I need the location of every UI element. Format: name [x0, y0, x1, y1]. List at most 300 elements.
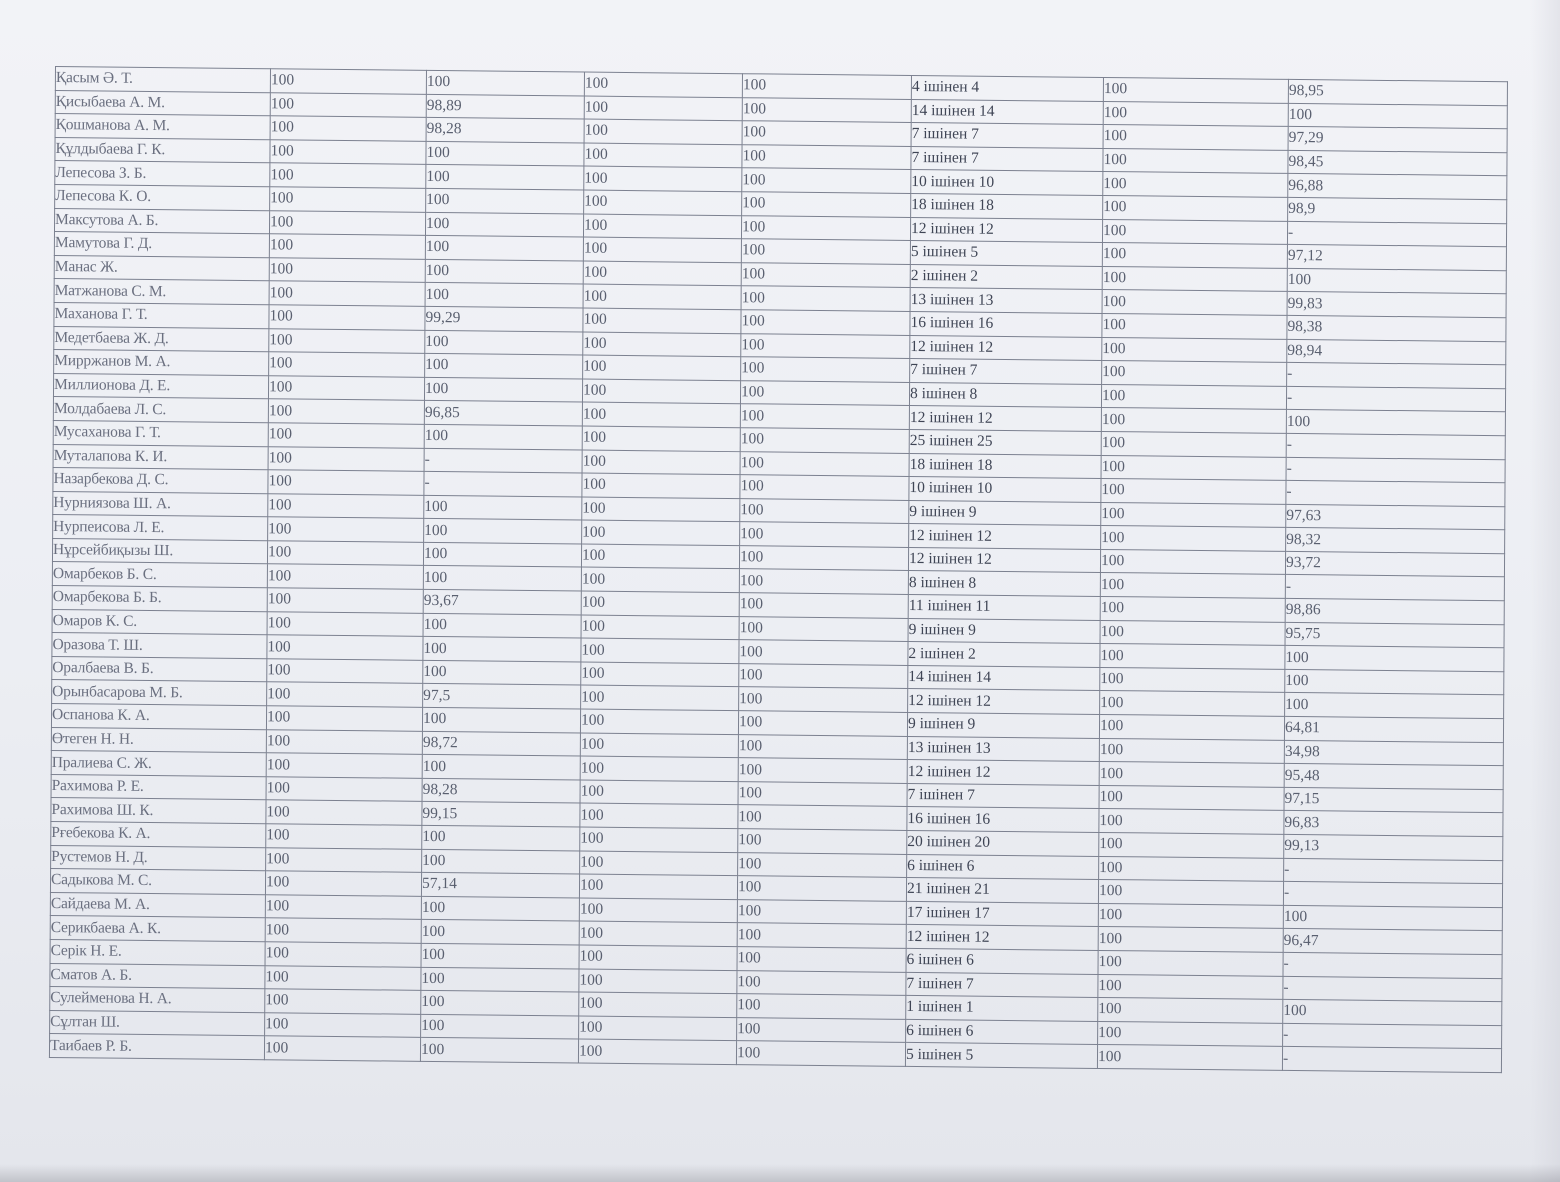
- student-name-cell: Өтеген Н. Н.: [51, 727, 266, 753]
- student-name-cell: Манас Ж.: [54, 255, 269, 281]
- final-score-cell: 97,12: [1287, 245, 1506, 271]
- score-cell-2: 100: [425, 283, 583, 308]
- score-cell-4: 100: [740, 475, 909, 500]
- tasks-done-cell: 13 ішінен 13: [907, 736, 1099, 762]
- score-cell-2: 100: [422, 707, 580, 732]
- score-cell-4: 100: [741, 357, 910, 382]
- tasks-done-cell: 18 ішінен 18: [909, 453, 1101, 479]
- score-cell-2: 100: [420, 1038, 578, 1063]
- score-cell-4: 100: [741, 333, 910, 358]
- student-name-cell: Медетбаева Ж. Д.: [54, 326, 269, 352]
- final-score-cell: 100: [1283, 1000, 1502, 1026]
- student-name-cell: Рахимова Р. Е.: [51, 774, 266, 800]
- score-cell-2: 100: [426, 70, 584, 95]
- tasks-done-cell: 6 ішінен 6: [906, 948, 1098, 974]
- student-name-cell: Сайдаева М. А.: [50, 892, 265, 918]
- score-cell-2: 100: [425, 236, 583, 261]
- score-cell-3: 100: [581, 567, 739, 592]
- score-cell-4: 100: [740, 428, 909, 453]
- tasks-done-cell: 21 ішінен 21: [906, 878, 1098, 904]
- score-cell-4: 100: [736, 1041, 905, 1066]
- score-cell-4: 100: [739, 687, 908, 712]
- tasks-done-cell: 6 ішінен 6: [907, 854, 1099, 880]
- score-cell-4: 100: [738, 781, 907, 806]
- score-cell-3: 100: [579, 1016, 737, 1041]
- score-cell-1: 100: [267, 659, 423, 684]
- score-cell-2: 100: [423, 613, 581, 638]
- final-score-cell: 64,81: [1284, 716, 1503, 742]
- score-cell-2: 99,15: [422, 802, 580, 827]
- score-cell-5: 100: [1101, 526, 1286, 552]
- score-cell-4: 100: [741, 286, 910, 311]
- tasks-done-cell: 5 ішінен 5: [910, 241, 1102, 267]
- score-cell-4: 100: [742, 168, 911, 193]
- final-score-cell: 97,15: [1284, 787, 1503, 813]
- student-name-cell: Мирржанов М. А.: [54, 350, 269, 376]
- tasks-done-cell: 16 ішінен 16: [907, 807, 1099, 833]
- tasks-done-cell: 7 ішінен 7: [906, 972, 1098, 998]
- student-name-cell: Мусаханова Г. Т.: [53, 420, 268, 446]
- student-name-cell: Омарбеков Б. С.: [52, 562, 267, 588]
- final-score-cell: -: [1286, 433, 1505, 459]
- student-name-cell: Пралиева С. Ж.: [51, 751, 266, 777]
- final-score-cell: -: [1284, 858, 1503, 884]
- score-cell-4: 100: [737, 994, 906, 1019]
- score-cell-3: 100: [582, 497, 740, 522]
- score-cell-2: 100: [425, 330, 583, 355]
- score-cell-5: 100: [1102, 361, 1287, 387]
- score-cell-3: 100: [581, 544, 739, 569]
- score-cell-2: 57,14: [421, 873, 579, 898]
- score-cell-4: 100: [738, 805, 907, 830]
- score-cell-5: 100: [1098, 880, 1283, 906]
- tasks-done-cell: 13 ішінен 13: [910, 288, 1102, 314]
- score-cell-2: 100: [426, 188, 584, 213]
- score-cell-2: 98,28: [426, 118, 584, 143]
- score-cell-4: 100: [738, 829, 907, 854]
- score-cell-4: 100: [742, 121, 911, 146]
- tasks-done-cell: 10 ішінен 10: [911, 170, 1103, 196]
- final-score-cell: 98,86: [1285, 598, 1504, 624]
- score-cell-1: 100: [269, 328, 425, 353]
- score-cell-4: 100: [739, 640, 908, 665]
- final-score-cell: 100: [1287, 268, 1506, 294]
- tasks-done-cell: 7 ішінен 7: [910, 359, 1102, 385]
- score-cell-5: 100: [1098, 974, 1283, 1000]
- score-cell-2: 100: [424, 377, 582, 402]
- score-cell-4: 100: [742, 97, 911, 122]
- score-cell-5: 100: [1099, 809, 1284, 835]
- score-cell-1: 100: [268, 517, 424, 542]
- score-cell-5: 100: [1102, 290, 1287, 316]
- score-cell-1: 100: [266, 777, 422, 802]
- score-cell-5: 100: [1097, 1045, 1282, 1071]
- score-cell-1: 100: [269, 234, 425, 259]
- score-cell-5: 100: [1102, 219, 1287, 245]
- score-cell-4: 100: [741, 262, 910, 287]
- score-cell-3: 100: [581, 638, 739, 663]
- score-cell-2: 97,5: [423, 684, 581, 709]
- student-name-cell: Омаров К. С.: [52, 609, 267, 635]
- score-cell-2: 93,67: [423, 589, 581, 614]
- score-cell-3: 100: [583, 237, 741, 262]
- score-cell-1: 100: [270, 187, 426, 212]
- score-cell-4: 100: [742, 192, 911, 217]
- score-cell-4: 100: [737, 1017, 906, 1042]
- score-cell-4: 100: [742, 144, 911, 169]
- score-cell-3: 100: [582, 520, 740, 545]
- score-cell-5: 100: [1100, 620, 1285, 646]
- score-cell-5: 100: [1101, 502, 1286, 528]
- score-cell-5: 100: [1103, 148, 1288, 174]
- student-name-cell: Миллионова Д. Е.: [53, 373, 268, 399]
- student-name-cell: Қасым Ә. Т.: [55, 67, 270, 93]
- score-cell-5: 100: [1101, 384, 1286, 410]
- score-cell-1: 100: [266, 847, 422, 872]
- score-cell-5: 100: [1098, 1021, 1283, 1047]
- score-cell-2: 100: [423, 566, 581, 591]
- tasks-done-cell: 9 ішінен 9: [909, 500, 1101, 526]
- score-cell-3: 100: [582, 450, 740, 475]
- final-score-cell: 98,9: [1288, 197, 1507, 223]
- score-cell-1: 100: [270, 92, 426, 117]
- score-cell-4: 100: [738, 758, 907, 783]
- score-cell-3: 100: [582, 379, 740, 404]
- score-cell-5: 100: [1103, 172, 1288, 198]
- score-cell-3: 100: [582, 473, 740, 498]
- score-cell-2: 100: [422, 825, 580, 850]
- final-score-cell: 93,72: [1285, 551, 1504, 577]
- score-cell-1: 100: [266, 729, 422, 754]
- score-cell-4: 100: [742, 74, 911, 99]
- score-cell-2: 100: [425, 354, 583, 379]
- student-name-cell: Серік Н. Е.: [50, 939, 265, 965]
- tasks-done-cell: 12 ішінен 12: [907, 760, 1099, 786]
- score-cell-1: 100: [270, 69, 426, 94]
- score-cell-4: 100: [740, 404, 909, 429]
- final-score-cell: 99,83: [1287, 292, 1506, 318]
- score-cell-4: 100: [739, 664, 908, 689]
- tasks-done-cell: 9 ішінен 9: [908, 618, 1100, 644]
- score-cell-1: 100: [269, 257, 425, 282]
- score-cell-1: 100: [265, 942, 421, 967]
- score-cell-2: 100: [423, 542, 581, 567]
- final-score-cell: -: [1286, 480, 1505, 506]
- tasks-done-cell: 14 ішінен 14: [908, 665, 1100, 691]
- student-name-cell: Сұлтан Ш.: [50, 1010, 265, 1036]
- final-score-cell: -: [1286, 457, 1505, 483]
- score-cell-1: 100: [268, 399, 424, 424]
- student-name-cell: Лепесова З. Б.: [55, 161, 270, 187]
- score-cell-1: 100: [267, 682, 423, 707]
- score-cell-2: 100: [421, 1014, 579, 1039]
- score-cell-4: 100: [741, 215, 910, 240]
- score-cell-3: 100: [584, 190, 742, 215]
- score-cell-3: 100: [583, 308, 741, 333]
- score-cell-5: 100: [1099, 832, 1284, 858]
- grades-table: [49, 66, 1508, 1073]
- final-score-cell: 97,29: [1288, 127, 1507, 153]
- score-cell-1: 100: [269, 305, 425, 330]
- score-cell-4: 100: [739, 593, 908, 618]
- score-cell-3: 100: [583, 214, 741, 239]
- tasks-done-cell: 8 ішінен 8: [908, 571, 1100, 597]
- final-score-cell: -: [1287, 221, 1506, 247]
- student-name-cell: Мамутова Г. Д.: [54, 232, 269, 258]
- score-cell-3: 100: [580, 827, 738, 852]
- final-score-cell: 100: [1285, 693, 1504, 719]
- grades-table-wrapper: [49, 66, 1507, 1073]
- score-cell-2: 100: [426, 141, 584, 166]
- score-cell-5: 100: [1101, 455, 1286, 481]
- score-cell-1: 100: [269, 281, 425, 306]
- student-name-cell: Оразова Т. Ш.: [52, 633, 267, 659]
- score-cell-1: 100: [266, 706, 422, 731]
- score-cell-5: 100: [1101, 408, 1286, 434]
- score-cell-1: 100: [268, 493, 424, 518]
- student-name-cell: Нурпеисова Л. Е.: [53, 515, 268, 541]
- student-name-cell: Қисыбаева А. М.: [55, 90, 270, 116]
- student-name-cell: Лепесова К. О.: [55, 184, 270, 210]
- score-cell-2: 100: [421, 967, 579, 992]
- student-name-cell: Маханова Г. Т.: [54, 302, 269, 328]
- score-cell-1: 100: [269, 210, 425, 235]
- score-cell-3: 100: [584, 166, 742, 191]
- tasks-done-cell: 7 ішінен 7: [907, 783, 1099, 809]
- score-cell-2: 100: [421, 991, 579, 1016]
- student-name-cell: Сулейменова Н. А.: [50, 987, 265, 1013]
- score-cell-2: 100: [421, 920, 579, 945]
- score-cell-4: 100: [737, 876, 906, 901]
- score-cell-2: 100: [421, 896, 579, 921]
- score-cell-2: 100: [426, 165, 584, 190]
- tasks-done-cell: 1 ішінен 1: [906, 996, 1098, 1022]
- score-cell-3: 100: [581, 591, 739, 616]
- score-cell-3: 100: [579, 921, 737, 946]
- score-cell-5: 100: [1099, 785, 1284, 811]
- score-cell-4: 100: [739, 546, 908, 571]
- student-name-cell: Қошманова А. М.: [55, 114, 270, 140]
- score-cell-4: 100: [740, 380, 909, 405]
- paper-edge-shade: [1530, 0, 1560, 1182]
- score-cell-3: 100: [583, 355, 741, 380]
- score-cell-1: 100: [265, 895, 421, 920]
- score-cell-3: 100: [583, 261, 741, 286]
- tasks-done-cell: 12 ішінен 12: [910, 217, 1102, 243]
- score-cell-3: 100: [580, 803, 738, 828]
- score-cell-1: 100: [270, 116, 426, 141]
- final-score-cell: 98,94: [1287, 339, 1506, 365]
- score-cell-2: 100: [424, 519, 582, 544]
- final-score-cell: 99,13: [1284, 834, 1503, 860]
- tasks-done-cell: 16 ішінен 16: [910, 311, 1102, 337]
- student-name-cell: Серикбаева А. К.: [50, 916, 265, 942]
- tasks-done-cell: 17 ішінен 17: [906, 901, 1098, 927]
- final-score-cell: 96,47: [1283, 929, 1502, 955]
- final-score-cell: -: [1283, 952, 1502, 978]
- final-score-cell: 98,45: [1288, 150, 1507, 176]
- score-cell-4: 100: [740, 522, 909, 547]
- score-cell-2: 100: [424, 424, 582, 449]
- score-cell-1: 100: [266, 824, 422, 849]
- student-name-cell: Нурниязова Ш. А.: [53, 491, 268, 517]
- score-cell-1: 100: [265, 871, 421, 896]
- student-name-cell: Таибаев Р. Б.: [49, 1034, 264, 1060]
- score-cell-4: 100: [739, 616, 908, 641]
- score-cell-5: 100: [1100, 667, 1285, 693]
- score-cell-3: 100: [579, 992, 737, 1017]
- score-cell-2: 98,89: [426, 94, 584, 119]
- score-cell-4: 100: [741, 310, 910, 335]
- score-cell-5: 100: [1102, 266, 1287, 292]
- tasks-done-cell: 18 ішінен 18: [911, 193, 1103, 219]
- final-score-cell: 100: [1286, 410, 1505, 436]
- tasks-done-cell: 12 ішінен 12: [908, 689, 1100, 715]
- final-score-cell: 100: [1288, 103, 1507, 129]
- score-cell-5: 100: [1102, 313, 1287, 339]
- score-cell-2: 100: [425, 212, 583, 237]
- score-cell-5: 100: [1099, 714, 1284, 740]
- student-name-cell: Рахимова Ш. К.: [51, 798, 266, 824]
- student-name-cell: Молдабаева Л. С.: [53, 397, 268, 423]
- final-score-cell: 100: [1285, 669, 1504, 695]
- score-cell-3: 100: [580, 780, 738, 805]
- score-cell-3: 100: [580, 851, 738, 876]
- score-cell-5: 100: [1098, 903, 1283, 929]
- score-cell-1: 100: [268, 423, 424, 448]
- score-cell-3: 100: [580, 709, 738, 734]
- tasks-done-cell: 6 ішінен 6: [906, 1019, 1098, 1045]
- score-cell-3: 100: [583, 332, 741, 357]
- tasks-done-cell: 20 ішінен 20: [907, 830, 1099, 856]
- score-cell-3: 100: [581, 615, 739, 640]
- score-cell-2: 100: [423, 660, 581, 685]
- score-cell-1: 100: [266, 753, 422, 778]
- tasks-done-cell: 5 ішінен 5: [905, 1043, 1097, 1069]
- score-cell-1: 100: [265, 918, 421, 943]
- score-cell-2: 100: [422, 849, 580, 874]
- score-cell-1: 100: [265, 965, 421, 990]
- score-cell-2: 100: [425, 259, 583, 284]
- score-cell-4: 100: [738, 711, 907, 736]
- score-cell-5: 100: [1103, 77, 1288, 103]
- score-cell-5: 100: [1101, 479, 1286, 505]
- score-cell-2: 100: [421, 943, 579, 968]
- score-cell-3: 100: [584, 143, 742, 168]
- score-cell-4: 100: [738, 852, 907, 877]
- score-cell-1: 100: [267, 588, 423, 613]
- final-score-cell: 98,38: [1287, 315, 1506, 341]
- score-cell-1: 100: [265, 989, 421, 1014]
- score-cell-5: 100: [1099, 762, 1284, 788]
- score-cell-1: 100: [267, 635, 423, 660]
- score-cell-4: 100: [741, 239, 910, 264]
- score-cell-1: 100: [268, 446, 424, 471]
- score-cell-3: 100: [579, 874, 737, 899]
- tasks-done-cell: 7 ішінен 7: [911, 123, 1103, 149]
- score-cell-2: 98,28: [422, 778, 580, 803]
- score-cell-5: 100: [1100, 597, 1285, 623]
- score-cell-3: 100: [580, 756, 738, 781]
- student-name-cell: Муталапова К. И.: [53, 444, 268, 470]
- score-cell-5: 100: [1099, 856, 1284, 882]
- score-cell-5: 100: [1101, 431, 1286, 457]
- score-cell-5: 100: [1100, 573, 1285, 599]
- score-cell-1: 100: [266, 800, 422, 825]
- tasks-done-cell: 12 ішінен 12: [909, 524, 1101, 550]
- student-name-cell: Назарбекова Д. С.: [53, 468, 268, 494]
- student-name-cell: Омарбекова Б. Б.: [52, 586, 267, 612]
- final-score-cell: 95,75: [1285, 622, 1504, 648]
- score-cell-5: 100: [1098, 927, 1283, 953]
- score-cell-3: 100: [582, 402, 740, 427]
- score-cell-2: 100: [424, 495, 582, 520]
- tasks-done-cell: 12 ішінен 12: [909, 406, 1101, 432]
- score-cell-3: 100: [582, 426, 740, 451]
- paper-bottom-shadow: [0, 1164, 1560, 1182]
- tasks-done-cell: 12 ішінен 12: [910, 335, 1102, 361]
- student-name-cell: Құлдыбаева Г. К.: [55, 137, 270, 163]
- score-cell-5: 100: [1103, 125, 1288, 151]
- student-name-cell: Рустемов Н. Д.: [51, 845, 266, 871]
- score-cell-2: 98,72: [422, 731, 580, 756]
- score-cell-1: 100: [267, 611, 423, 636]
- student-name-cell: Орынбасарова М. Б.: [52, 680, 267, 706]
- score-cell-2: 100: [422, 755, 580, 780]
- final-score-cell: 34,98: [1284, 740, 1503, 766]
- score-cell-5: 100: [1098, 950, 1283, 976]
- final-score-cell: 98,32: [1286, 528, 1505, 554]
- score-cell-4: 100: [740, 498, 909, 523]
- score-cell-1: 100: [267, 541, 423, 566]
- tasks-done-cell: 2 ішінен 2: [910, 264, 1102, 290]
- score-cell-5: 100: [1103, 101, 1288, 127]
- tasks-done-cell: 11 ішінен 11: [908, 595, 1100, 621]
- tasks-done-cell: 14 ішінен 14: [911, 99, 1103, 125]
- score-cell-5: 100: [1099, 738, 1284, 764]
- score-cell-4: 100: [740, 451, 909, 476]
- score-cell-4: 100: [739, 569, 908, 594]
- student-name-cell: Нұрсейбиқызы Ш.: [52, 538, 267, 564]
- score-cell-2: 99,29: [425, 306, 583, 331]
- score-cell-5: 100: [1098, 998, 1283, 1024]
- score-cell-5: 100: [1100, 549, 1285, 575]
- final-score-cell: 97,63: [1286, 504, 1505, 530]
- student-name-cell: Рғебекова К. А.: [51, 821, 266, 847]
- score-cell-2: -: [424, 448, 582, 473]
- final-score-cell: 100: [1283, 905, 1502, 931]
- final-score-cell: 100: [1285, 646, 1504, 672]
- score-cell-3: 100: [579, 945, 737, 970]
- final-score-cell: -: [1285, 575, 1504, 601]
- tasks-done-cell: 9 ішінен 9: [907, 712, 1099, 738]
- student-name-cell: Оспанова К. А.: [51, 704, 266, 730]
- student-name-cell: Оралбаева В. Б.: [52, 656, 267, 682]
- score-cell-1: 100: [264, 1036, 420, 1061]
- score-cell-5: 100: [1100, 691, 1285, 717]
- score-cell-3: 100: [579, 969, 737, 994]
- tasks-done-cell: 12 ішінен 12: [908, 547, 1100, 573]
- score-cell-3: 100: [584, 96, 742, 121]
- score-cell-3: 100: [579, 898, 737, 923]
- score-cell-1: 100: [270, 163, 426, 188]
- student-name-cell: Сматов А. Б.: [50, 963, 265, 989]
- score-cell-5: 100: [1103, 195, 1288, 221]
- score-cell-1: 100: [270, 140, 426, 165]
- score-cell-3: 100: [584, 72, 742, 97]
- score-cell-3: 100: [581, 662, 739, 687]
- score-cell-4: 100: [738, 734, 907, 759]
